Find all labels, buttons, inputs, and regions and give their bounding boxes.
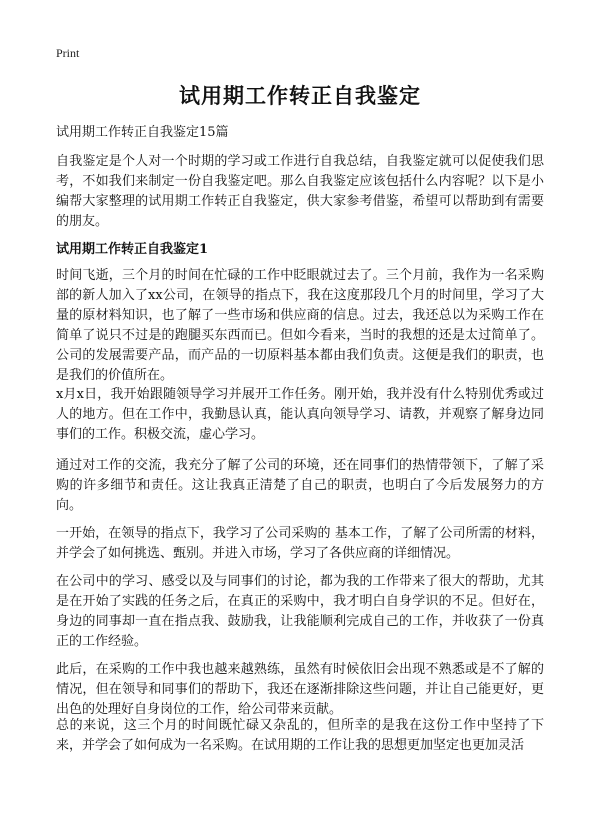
- body-paragraph: 此后，在采购的工作中我也越来越熟练，虽然有时候依旧会出现不熟悉或是不了解的情况，但在领导和同事们的帮助下，我还在逐渐排除这些问题，并让自己能更好，更出色的处理好自身岗位的工作，给公司带来贡献。: [56, 662, 544, 717]
- section-heading: 试用期工作转正自我鉴定1: [56, 242, 209, 257]
- page-title: 试用期工作转正自我鉴定: [179, 84, 421, 108]
- body-paragraph: 在公司中的学习、感受以及与同事们的讨论，都为我的工作带来了很大的帮助，尤其是在开始了实践的任务之后，在真正的采购中，我才明白自身学识的不足。但好在，身边的同事却一直在指点我、鼓励我，让我能顺利完成自己的工作，并收获了一份真正的工作经验。: [56, 574, 544, 649]
- intro-paragraph: 自我鉴定是个人对一个时期的学习或工作进行自我总结，自我鉴定就可以促使我们思考，不如我们来制定一份自我鉴定吧。那么自我鉴定应该包括什么内容呢？以下是小编帮大家整理的试用期工作转正自我鉴定，供大家参考借鉴，希望可以帮助到有需要的朋友。: [56, 154, 544, 229]
- print-link[interactable]: Print: [56, 46, 80, 60]
- document-subtitle: 试用期工作转正自我鉴定15篇: [56, 125, 229, 140]
- body-paragraph: 总的来说，这三个月的时间既忙碌又杂乱的，但所幸的是我在这份工作中坚持了下来，并学会了如何成为一名采购。在试用期的工作让我的思想更加坚定也更加灵活: [56, 718, 544, 753]
- body-paragraph: 时间飞逝，三个月的时间在忙碌的工作中眨眼就过去了。三个月前，我作为一名采购部的新人加入了xx公司，在领导的指点下，我在这度那段几个月的时间里，学习了大量的原材料知识，也了解了一些市场和供应商的信息。过去，我还总以为采购工作在简单了说只不过是的跑腿买东西而已。但如今看来，当时的我想的还是太过简单了。公司的发展需要产品，而产品的一切原料基本都由我们负责。这便是我们的职责，也是我们的价值所在。: [56, 268, 544, 383]
- body-paragraph: x月x日，我开始跟随领导学习并展开工作任务。刚开始，我并没有什么特别优秀或过人的地方。但在工作中，我勤恳认真，能认真向领导学习、请教，并观察了解身边同事们的工作。积极交流，虚心学习。: [56, 387, 544, 442]
- body-paragraph: 通过对工作的交流，我充分了解了公司的环境，还在同事们的热情带领下，了解了采购的许多细节和责任。这让我真正清楚了自己的职责，也明白了今后发展努力的方向。: [56, 458, 544, 513]
- body-paragraph: 一开始，在领导的指点下，我学习了公司采购的 基本工作，了解了公司所需的材料，并学会了如何挑选、甄别。并进入市场，学习了各供应商的详细情况。: [56, 526, 544, 561]
